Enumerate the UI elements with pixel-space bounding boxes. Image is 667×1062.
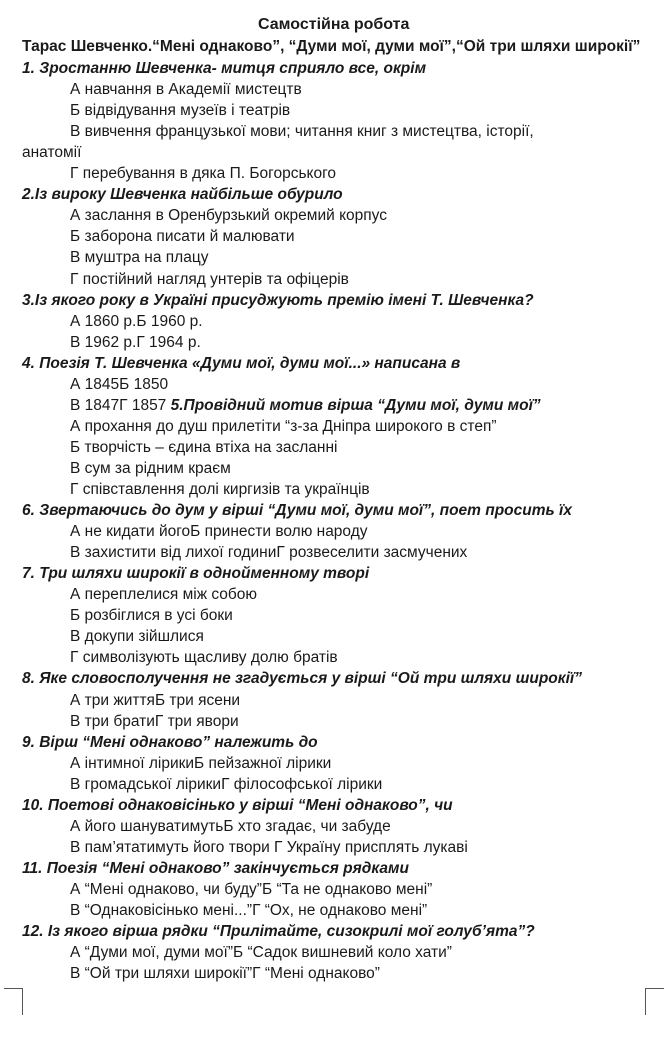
question-heading: 9. Вірш “Мені однаково” належить до — [22, 733, 318, 751]
answer-option: Г постійний нагляд унтерів та офіцерів — [70, 270, 349, 288]
question-heading: 11. Поезія “Мені однаково” закінчується рядками — [22, 859, 409, 877]
answer-option: А “Мені однаково, чи буду”Б “Та не однаково мені” — [70, 880, 433, 898]
answer-option: А “Думи мої, думи мої”Б “Садок вишневий коло хати” — [70, 944, 452, 962]
answer-option: А навчання в Академії мистецтв — [70, 81, 302, 99]
answer-option: В 1847Г 1857 — [70, 396, 171, 414]
page-title: Самостійна робота — [258, 16, 410, 33]
answer-option: А прохання до душ прилетіти “з-за Дніпра широкого в степ” — [70, 417, 497, 435]
question-heading: 8. Яке словосполучення не згадується у вірші “Ой три шляхи широкії” — [22, 670, 582, 688]
answer-option: В три братиГ три явори — [70, 712, 239, 730]
answer-option: А його шануватимутьБ хто згадає, чи забуде — [70, 817, 391, 835]
question-heading: 1. Зростанню Шевченка- митця сприяло все, окрім — [22, 60, 427, 77]
answer-option: Б розбіглися в усі боки — [70, 607, 233, 625]
answer-option: Б заборона писати й малювати — [70, 228, 295, 246]
page-subtitle: Тарас Шевченко.“Мені однаково”, “Думи мої, думи мої”,“Ой три шляхи широкії” — [22, 38, 641, 55]
answer-option: анатомії — [22, 144, 82, 162]
answer-option: Б творчість – єдина втіха на засланні — [70, 438, 338, 456]
answer-option: В пам’ятатимуть його твори Г Україну присплять лукаві — [70, 838, 468, 856]
answer-option: В докупи зійшлися — [70, 628, 204, 646]
answer-option: Г співставлення долі киргизів та українців — [70, 481, 370, 498]
question-heading: 12. Із якого вірша рядки “Прилітайте, сизокрилі мої голуб’ята”? — [22, 923, 535, 941]
answer-option: В 1962 р.Г 1964 р. — [70, 333, 201, 351]
answer-option: В вивчення французької мови; читання книг з мистецтва, історії, — [70, 123, 534, 141]
answer-option: В “Ой три шляхи широкії”Г “Мені однаково” — [70, 965, 380, 983]
answer-option: В громадської лірикиГ філософської лірики — [70, 775, 383, 793]
answer-option: В “Однаковісінько мені...”Г “Ох, не однаково мені” — [70, 902, 428, 919]
answer-option: А переплелися між собою — [70, 586, 258, 604]
page-corner-mark — [645, 988, 664, 1015]
question-heading: 6. Звертаючись до дум у вірші “Думи мої, думи мої”, поет просить їх — [22, 502, 572, 520]
question-heading: 5.Провідний мотив вірша “Думи мої, думи мої” — [170, 396, 541, 414]
answer-option: А три життяБ три ясени — [70, 691, 241, 709]
question-heading: 7. Три шляхи широкії в однойменному творі — [22, 565, 370, 583]
question-heading: 2.Із вироку Шевченка найбільше обурило — [22, 186, 343, 204]
question-heading: 10. Поетові однаковісінько у вірші “Мені однаково”, чи — [22, 796, 453, 814]
answer-option: Б відвідування музеїв і театрів — [70, 102, 291, 120]
answer-option: В захистити від лихої годиниГ розвеселити засмучених — [70, 544, 468, 562]
answer-line — [70, 395, 541, 416]
question-heading: 3.Із якого року в Україні присуджують премію імені Т. Шевченка? — [22, 291, 534, 309]
answer-option: В сум за рідним краєм — [70, 459, 231, 477]
answer-option: А не кидати йогоБ принести волю народу — [70, 523, 368, 541]
page-corner-mark — [4, 988, 23, 1015]
answer-option: А 1860 р.Б 1960 р. — [70, 312, 203, 330]
answer-option: Г символізують щасливу долю братів — [70, 649, 338, 667]
answer-option: А 1845Б 1850 — [70, 375, 169, 393]
answer-option: В муштра на плацу — [70, 249, 209, 267]
answer-option: Г перебування в дяка П. Богорського — [70, 165, 337, 183]
question-heading: 4. Поезія Т. Шевченка «Думи мої, думи мої...» написана в — [22, 354, 461, 372]
answer-option: А заслання в Оренбурзький окремий корпус — [70, 207, 387, 225]
answer-option: А інтимної лірикиБ пейзажної лірики — [70, 754, 332, 772]
